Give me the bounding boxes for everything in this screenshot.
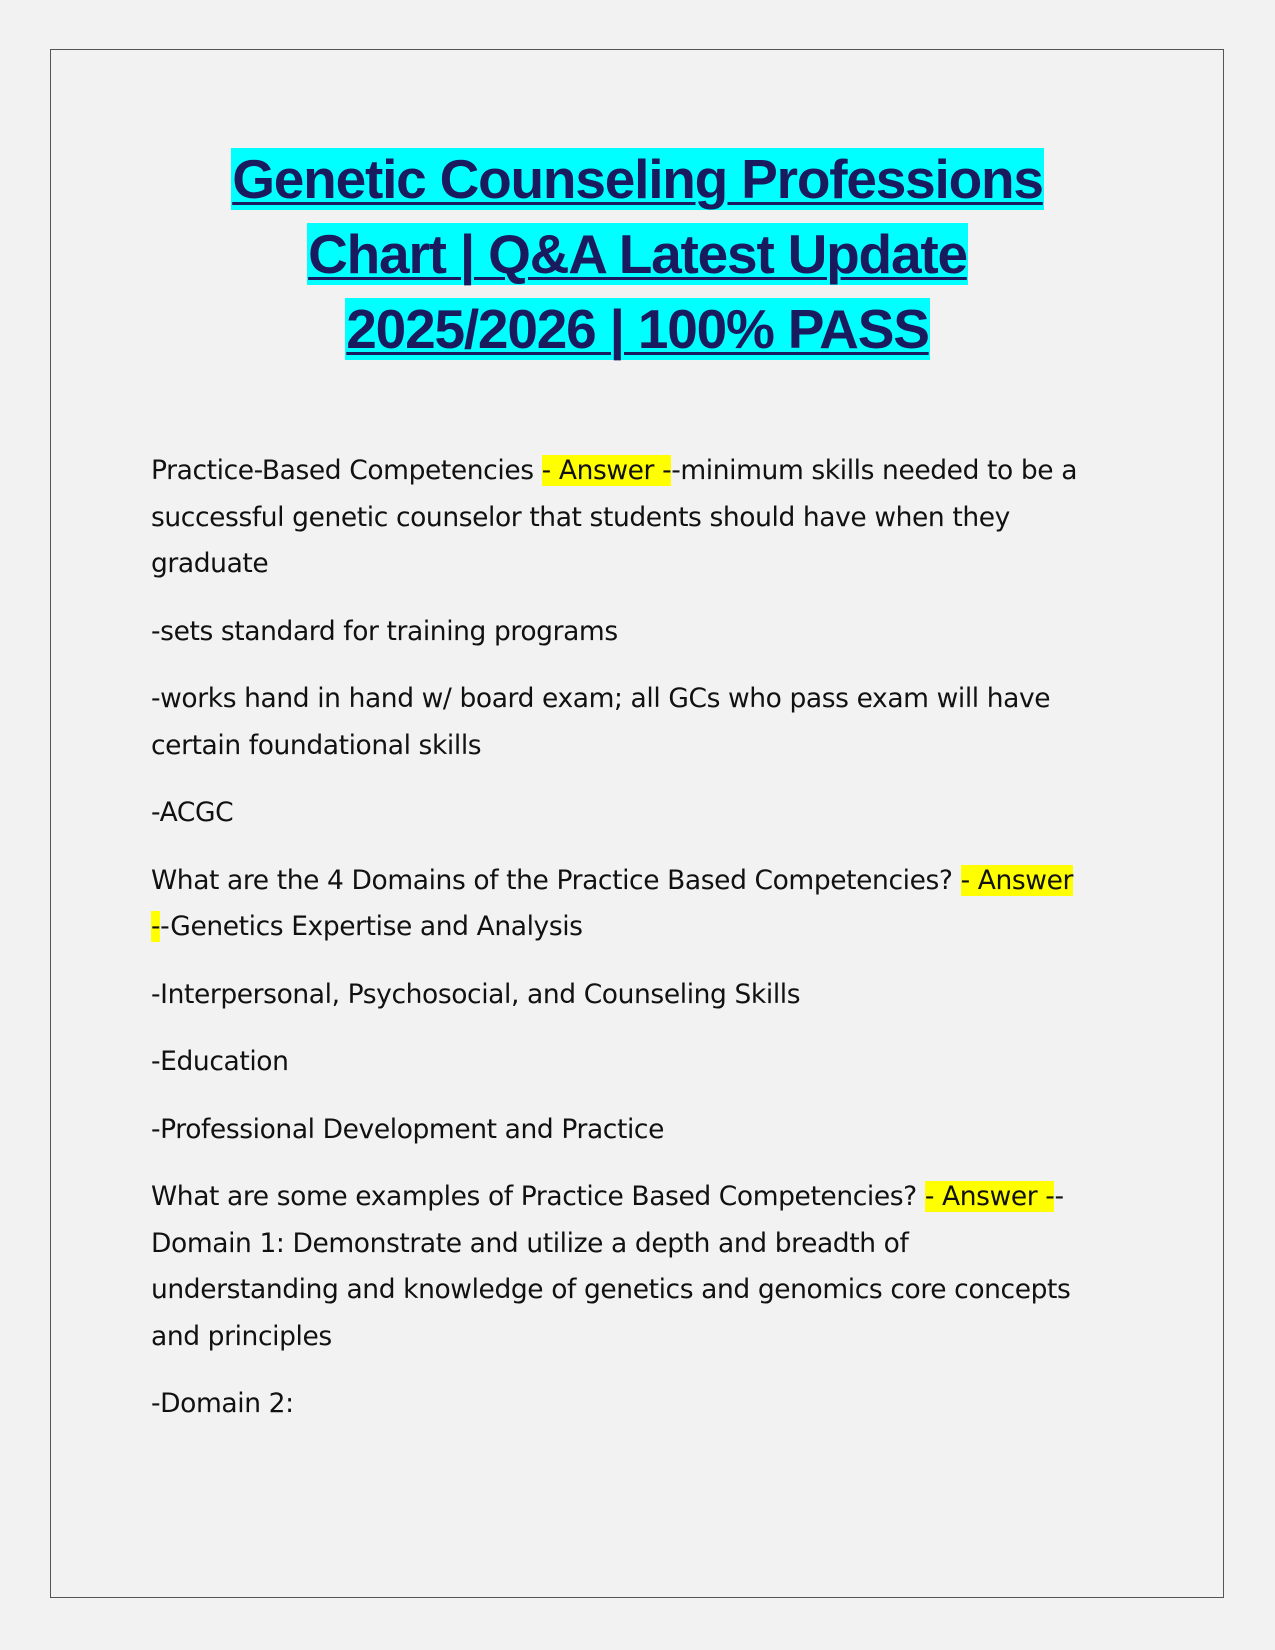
answer-point: -Interpersonal, Psychosocial, and Counseling Skills [151, 978, 801, 1010]
title-line-1: Genetic Counseling Professions [232, 148, 1043, 210]
title-line-2: Chart | Q&A Latest Update [308, 223, 967, 285]
answer-text: and principles [151, 1320, 332, 1352]
answer-text: - [1054, 1181, 1064, 1212]
document-body [151, 448, 1141, 1449]
answer-text: -minimum skills needed to be a [671, 455, 1078, 486]
question-text: Practice-Based Competencies [151, 455, 542, 486]
answer-marker: - Answer - [541, 455, 672, 486]
answer-text: -Genetics Expertise and Analysis [160, 911, 583, 942]
answer-marker: - Answer - [924, 1181, 1055, 1212]
question-text: What are the 4 Domains of the Practice Based Competencies? [151, 864, 961, 896]
answer-text: graduate [151, 548, 269, 579]
question-text: What are some examples of Practice Based Competencies? [151, 1181, 925, 1212]
answer-point: -Professional Development and Practice [151, 1113, 664, 1145]
answer-text: Domain 1: Demonstrate and utilize a depth and breadth of [151, 1227, 909, 1259]
qa-item-examples [151, 1174, 1141, 1360]
answer-point: -works hand in hand w/ board exam; all GCs who pass exam will have certain foundational skills [151, 683, 1051, 761]
answer-point: -ACGC [151, 797, 234, 828]
answer-marker-continued: - [151, 911, 161, 942]
answer-marker: - Answer [960, 864, 1073, 896]
qa-item-practice-based-competencies [151, 448, 1141, 588]
answer-text: understanding and knowledge of genetics and genomics core concepts [151, 1274, 1071, 1305]
document-title [0, 142, 1275, 367]
answer-text: successful genetic counselor that students should have when they [151, 501, 1010, 533]
title-line-3: 2025/2026 | 100% PASS [346, 298, 929, 360]
answer-point: -Education [151, 1046, 289, 1077]
answer-point: -sets standard for training programs [151, 615, 618, 647]
answer-point: -Domain 2: [151, 1388, 294, 1419]
qa-item-four-domains [151, 858, 1141, 951]
